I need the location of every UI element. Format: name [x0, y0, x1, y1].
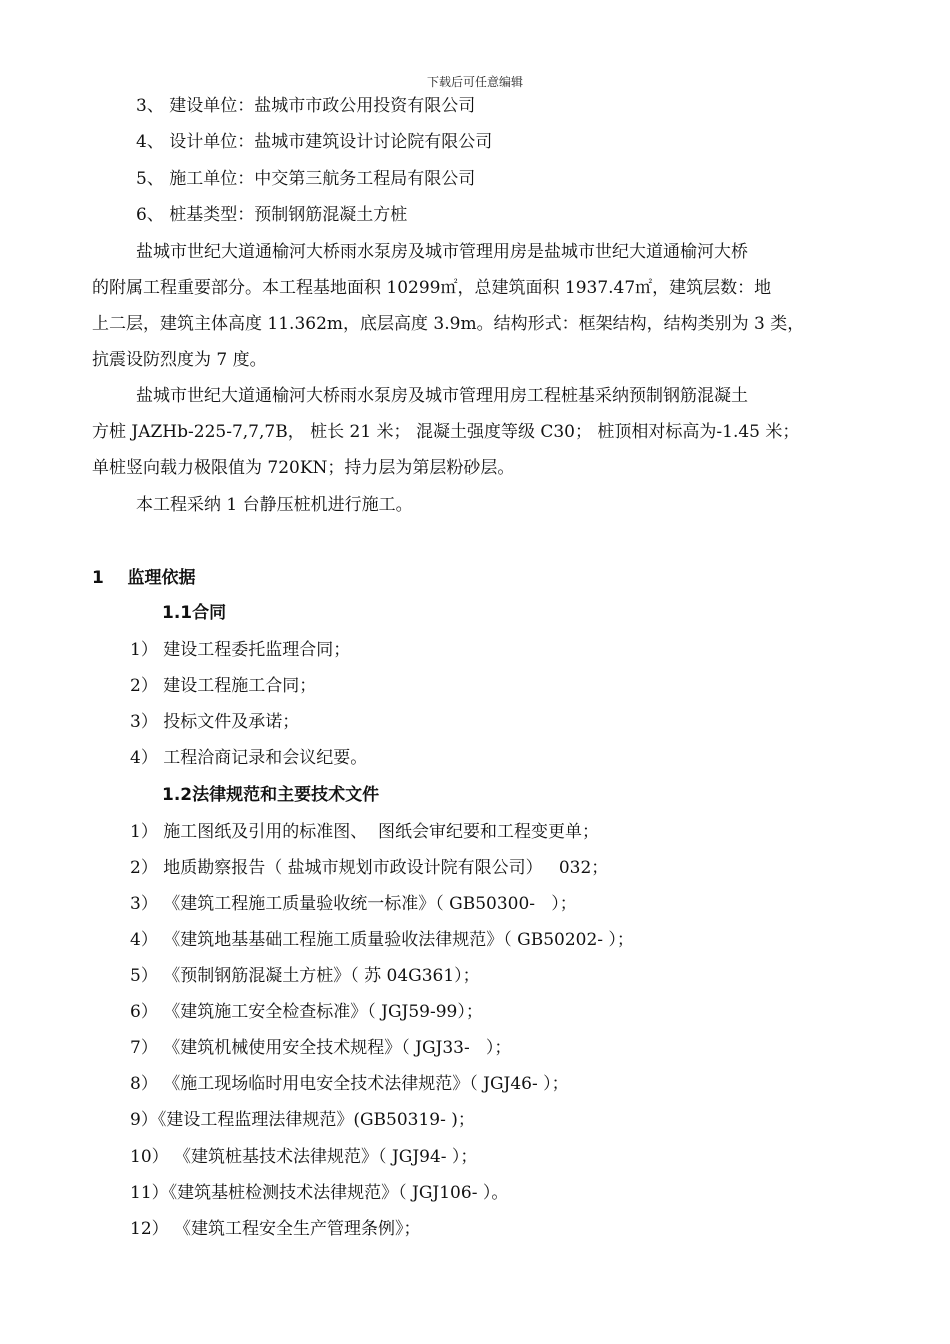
- project-overview-paragraph: [92, 234, 852, 378]
- list-item: 7） 《建筑机械使用安全技术规程》（ JGJ33- ）；: [130, 1038, 512, 1058]
- info-item: 4、 设计单位：盐城市建筑设计讨论院有限公司: [136, 132, 493, 152]
- paragraph-line: 单桩竖向载力极限值为 720KN；持力层为第层粉砂层。: [92, 458, 515, 478]
- list-item: 1） 施工图纸及引用的标准图、 图纸会审纪要和工程变更单；: [130, 822, 600, 842]
- info-item: 3、 建设单位：盐城市市政公用投资有限公司: [136, 96, 476, 116]
- list-item: 2） 建设工程施工合同；: [130, 676, 317, 696]
- list-item: 5） 《预制钢筋混凝土方桩》（ 苏 04G361）；: [130, 966, 480, 986]
- paragraph-line: 上二层，建筑主体高度 11.362m，底层高度 3.9m。结构形式：框架结构，结构类别为 3 类，: [92, 314, 805, 334]
- paragraph-line: 盐城市世纪大道通榆河大桥雨水泵房及城市管理用房是盐城市世纪大道通榆河大桥: [136, 242, 748, 262]
- list-item: 8） 《施工现场临时用电安全技术法律规范》（ JGJ46- ）；: [130, 1074, 569, 1094]
- list-item: 11）《建筑基桩检测技术法律规范》（ JGJ106- ）。: [130, 1183, 509, 1203]
- paragraph-line: 方桩 JAZHb-225-7,7,7B， 桩长 21 米； 混凝土强度等级 C30； 桩顶相对标高为-1.45 米；: [92, 422, 800, 442]
- page-header: 下载后可任意编辑: [426, 75, 523, 89]
- list-item: 2） 地质勘察报告（ 盐城市规划市政设计院有限公司） 032；: [130, 858, 609, 878]
- list-item: 1） 建设工程委托监理合同；: [130, 640, 351, 660]
- paragraph-line: 的附属工程重要部分。本工程基地面积 10299㎡，总建筑面积 1937.47㎡，建筑层数：地: [92, 278, 772, 298]
- list-item: 4） 《建筑地基基础工程施工质量验收法律规范》（ GB50202- ）；: [130, 930, 634, 950]
- list-item: 3） 投标文件及承诺；: [130, 712, 300, 732]
- info-item: 5、 施工单位：中交第三航务工程局有限公司: [136, 169, 476, 189]
- construction-method-paragraph: 本工程采纳 1 台静压桩机进行施工。: [136, 495, 413, 515]
- info-item: 6、 桩基类型：预制钢筋混凝土方桩: [136, 205, 408, 225]
- paragraph-line: 盐城市世纪大道通榆河大桥雨水泵房及城市管理用房工程桩基采纳预制钢筋混凝土: [136, 386, 748, 406]
- list-item: 12） 《建筑工程安全生产管理条例》；: [130, 1219, 421, 1239]
- list-item: 10） 《建筑桩基技术法律规范》（ JGJ94- ）；: [130, 1147, 478, 1167]
- list-item: 6） 《建筑施工安全检查标准》（ JGJ59-99）；: [130, 1002, 483, 1022]
- paragraph-line: 抗震设防烈度为 7 度。: [92, 350, 267, 370]
- list-item: 9）《建设工程监理法律规范》(GB50319- )；: [130, 1110, 475, 1130]
- subsection-heading: 1.2法律规范和主要技术文件: [162, 785, 380, 805]
- list-item: 3） 《建筑工程施工质量验收统一标准》（ GB50300- ）；: [130, 894, 577, 914]
- pile-foundation-paragraph: [92, 378, 852, 486]
- subsection-heading: 1.1合同: [162, 603, 227, 623]
- list-item: 4） 工程洽商记录和会议纪要。: [130, 748, 368, 768]
- section-heading: 1 监理依据: [92, 568, 196, 588]
